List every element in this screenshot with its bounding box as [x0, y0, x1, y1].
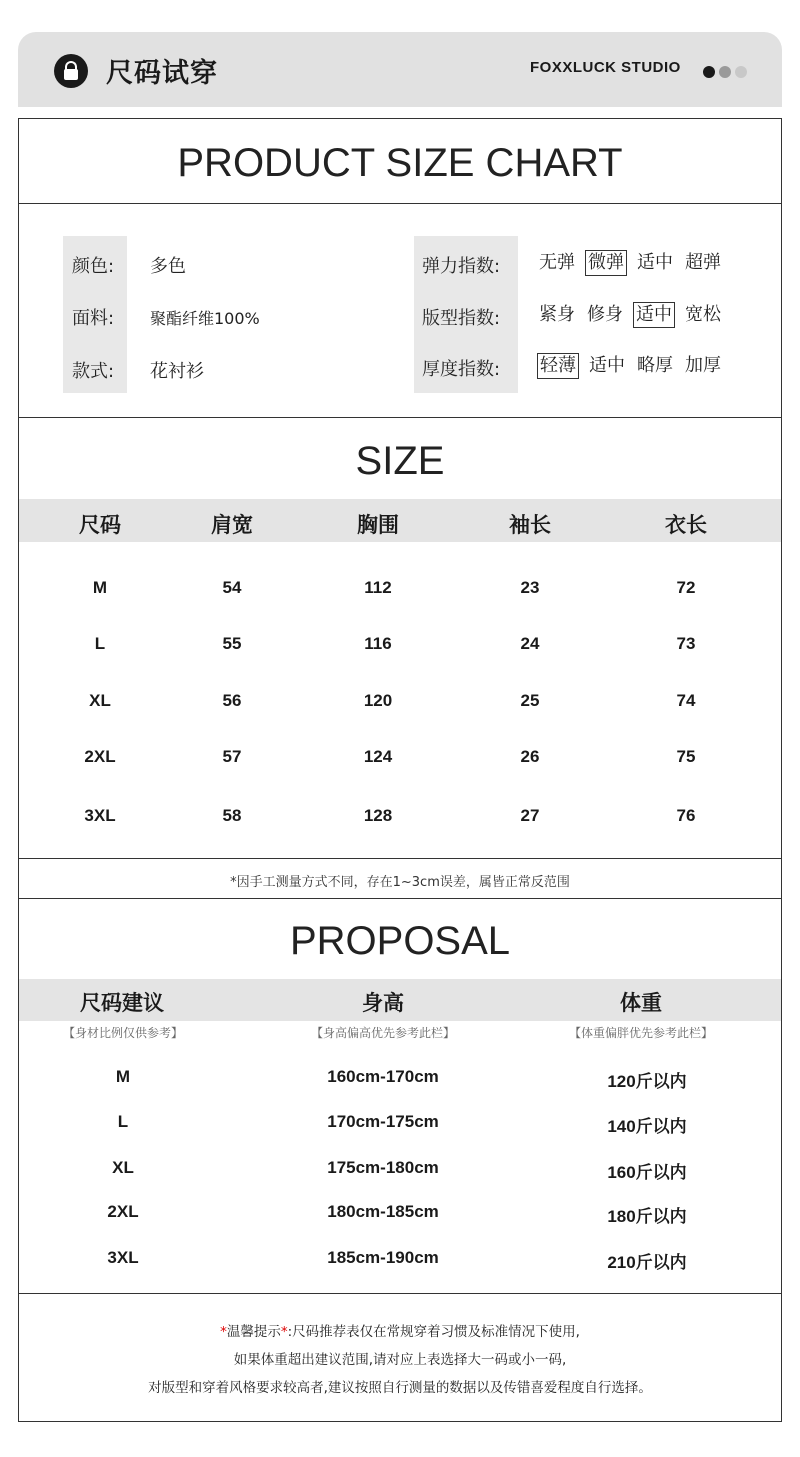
proposal-title: PROPOSAL: [289, 919, 511, 963]
brand-name: FOXXLUCK STUDIO: [530, 59, 681, 76]
style-label: 款式:: [72, 361, 115, 382]
divider: [19, 203, 781, 204]
proposal-table-cell: 180斤以内: [607, 1207, 687, 1226]
proposal-table-cell: 2XL: [107, 1202, 139, 1221]
proposal-table-cell: 180cm-185cm: [327, 1202, 439, 1221]
header-bar: [18, 32, 782, 107]
option-text: 适中: [637, 252, 673, 273]
option-text: 微弹: [585, 250, 627, 276]
size-header-cell: 衣长: [665, 513, 707, 537]
divider: [19, 858, 781, 859]
size-table-cell: 56: [222, 691, 242, 710]
option-text: 加厚: [685, 355, 721, 376]
option-text: 适中: [589, 355, 625, 376]
proposal-table-cell: 210斤以内: [607, 1253, 687, 1272]
option-text: 适中: [633, 302, 675, 328]
proposal-table-cell: 3XL: [107, 1248, 139, 1267]
proposal-table-cell: XL: [112, 1158, 134, 1177]
thickness-options: [537, 353, 731, 379]
proposal-table-cell: 160斤以内: [607, 1163, 687, 1182]
size-header-cell: 肩宽: [211, 513, 253, 537]
fabric-value: 聚酯纤维100%: [150, 309, 260, 328]
elasticity-options: [537, 250, 731, 276]
size-table-cell: 3XL: [84, 806, 116, 825]
tip-text: :尺码推荐表仅在常规穿着习惯及标准情况下使用,: [287, 1324, 580, 1340]
color-value: 多色: [150, 256, 186, 277]
proposal-subheader: 【体重偏胖优先参考此栏】: [568, 1026, 713, 1040]
fit-options: [537, 302, 731, 328]
header-title: 尺码试穿: [106, 58, 218, 89]
tip-line-1: [19, 1318, 781, 1346]
proposal-header-cell: 尺码建议: [80, 991, 164, 1015]
elasticity-label: 弹力指数:: [422, 256, 501, 277]
size-table-cell: XL: [89, 691, 111, 710]
size-title: SIZE: [355, 439, 445, 483]
size-table-cell: 57: [222, 747, 242, 766]
dot-icon: [719, 66, 731, 78]
option-text: 紧身: [539, 304, 575, 325]
option-text: 无弹: [539, 252, 575, 273]
option-text: 超弹: [685, 252, 721, 273]
tip-label: 温馨提示: [226, 1324, 281, 1340]
size-table-cell: 26: [520, 747, 540, 766]
proposal-table-cell: 120斤以内: [607, 1072, 687, 1091]
size-table-cell: 54: [222, 578, 242, 597]
measurement-note: *因手工测量方式不同，存在1~3cm误差，属皆正常反范围: [230, 875, 570, 890]
dot-icon: [703, 66, 715, 78]
divider: [19, 417, 781, 418]
tip-line-2: 如果体重超出建议范围,请对应上表选择大一码或小一码,: [233, 1352, 567, 1368]
tip-star: *: [220, 1324, 227, 1340]
proposal-header-cell: 体重: [620, 991, 662, 1015]
dots-decoration: [703, 63, 751, 82]
size-table-cell: 75: [676, 747, 696, 766]
proposal-table-cell: 185cm-190cm: [327, 1248, 439, 1267]
option-text: 宽松: [685, 304, 721, 325]
lock-icon: [54, 54, 88, 88]
proposal-subheader: 【身高偏高优先参考此栏】: [310, 1026, 455, 1040]
proposal-table-cell: L: [117, 1112, 129, 1131]
size-table-cell: 58: [222, 806, 242, 825]
color-label: 颜色:: [72, 256, 115, 277]
fit-label: 版型指数:: [422, 308, 501, 329]
size-table-cell: 116: [364, 634, 392, 653]
tip-star: *: [280, 1324, 288, 1340]
size-table-cell: 72: [676, 578, 696, 597]
size-table-cell: 73: [676, 634, 696, 653]
tip-line-3: 对版型和穿着风格要求较高者,建议按照自行测量的数据以及传错喜爱程度自行选择。: [148, 1380, 652, 1396]
product-title: PRODUCT SIZE CHART: [177, 141, 623, 185]
dot-icon: [735, 66, 747, 78]
divider: [19, 898, 781, 899]
divider: [19, 1293, 781, 1294]
size-table-cell: L: [94, 634, 106, 653]
proposal-header-cell: 身高: [362, 991, 404, 1015]
size-table-cell: 74: [676, 691, 696, 710]
option-text: 修身: [587, 304, 623, 325]
size-table-cell: 27: [520, 806, 540, 825]
fabric-label: 面料:: [72, 308, 115, 329]
proposal-table-cell: 140斤以内: [607, 1117, 687, 1136]
size-table-cell: 124: [363, 747, 393, 766]
size-chart-frame: [18, 118, 782, 1422]
proposal-table-cell: M: [115, 1067, 131, 1086]
size-table-cell: 2XL: [84, 747, 116, 766]
size-table-cell: 24: [520, 634, 540, 653]
thickness-label: 厚度指数:: [422, 359, 501, 380]
option-text: 略厚: [637, 355, 673, 376]
size-header-cell: 袖长: [509, 513, 551, 537]
proposal-table-cell: 170cm-175cm: [327, 1112, 439, 1131]
proposal-table-cell: 160cm-170cm: [327, 1067, 439, 1086]
proposal-subheader: 【身材比例仅供参考】: [62, 1026, 183, 1040]
proposal-table-cell: 175cm-180cm: [327, 1158, 439, 1177]
size-header-cell: 胸围: [357, 513, 399, 537]
size-table-cell: 120: [363, 691, 393, 710]
size-table-cell: 23: [520, 578, 540, 597]
size-table-cell: 112: [364, 578, 392, 597]
size-header-cell: 尺码: [79, 513, 121, 537]
style-value: 花衬衫: [150, 361, 204, 382]
size-table-cell: 25: [520, 691, 540, 710]
size-table-cell: 76: [676, 806, 696, 825]
size-table-cell: 55: [222, 634, 242, 653]
option-text: 轻薄: [537, 353, 579, 379]
size-table-cell: 128: [363, 806, 393, 825]
size-table-cell: M: [92, 578, 108, 597]
